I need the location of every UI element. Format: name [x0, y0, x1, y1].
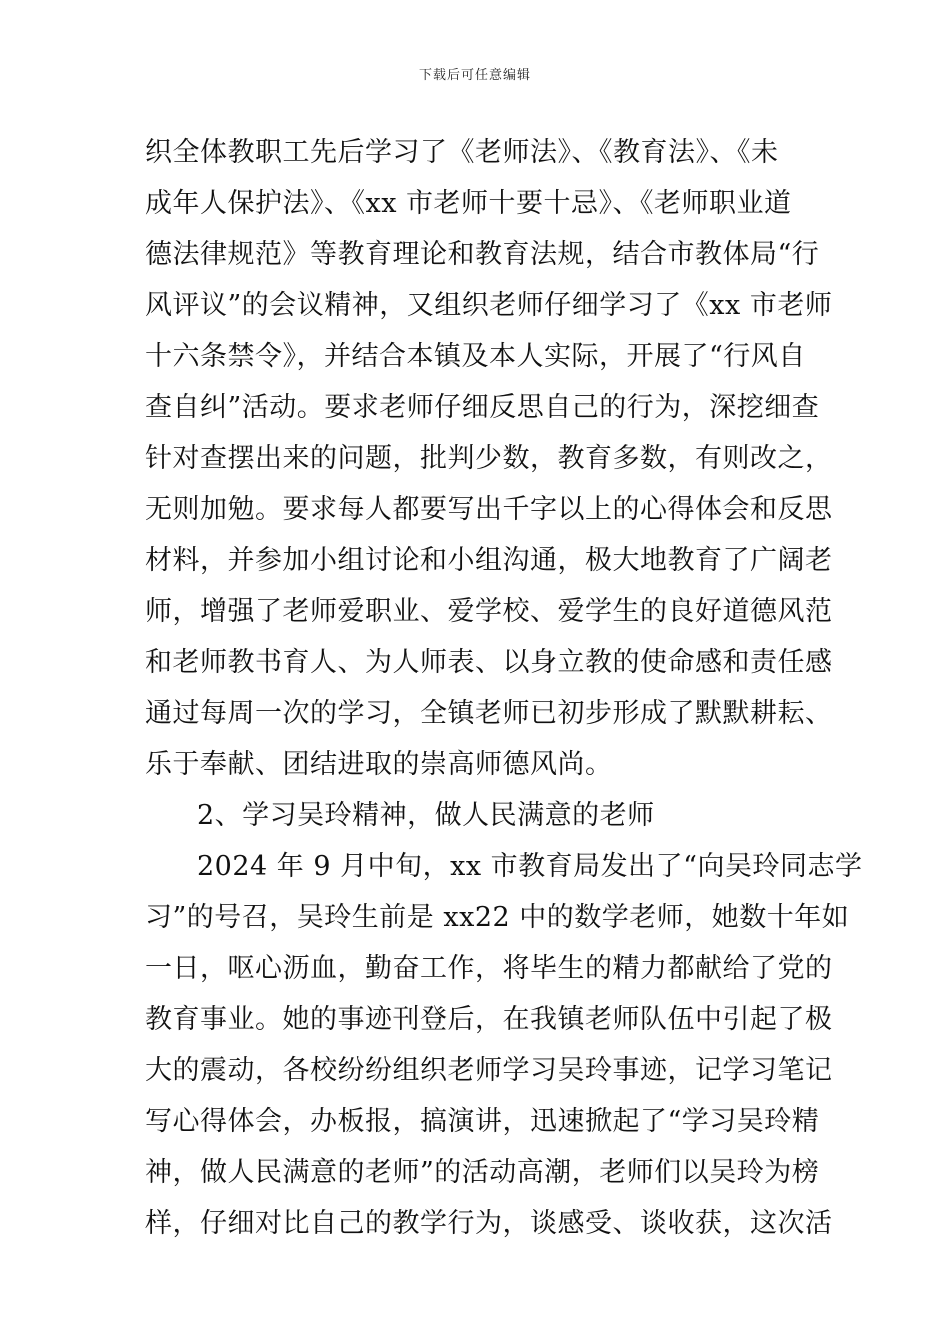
body-line: 习”的号召，吴玲生前是 xx22 中的数学老师，她数十年如 [145, 902, 850, 933]
body-line: 写心得体会，办板报，搞演讲，迅速掀起了“学习吴玲精 [145, 1106, 820, 1137]
body-line: 乐于奉献、团结进取的崇高师德风尚。 [145, 749, 613, 780]
body-line: 针对查摆出来的问题，批判少数，教育多数，有则改之， [145, 443, 833, 474]
body-line: 查自纠”活动。要求老师仔细反思自己的行为，深挖细查 [145, 392, 820, 423]
body-line: 一日，呕心沥血，勤奋工作，将毕生的精力都献给了党的 [145, 953, 833, 984]
paragraph-first-line: 2024 年 9 月中旬，xx 市教育局发出了“向吴玲同志学 [197, 851, 863, 882]
document-body [145, 127, 863, 1249]
body-line: 材料，并参加小组讨论和小组沟通，极大地教育了广阔老 [145, 545, 833, 576]
section-heading: 2、学习吴玲精神，做人民满意的老师 [197, 800, 655, 831]
body-line: 成年人保护法》、《xx 市老师十要十忌》、《老师职业道 [145, 188, 792, 219]
body-line: 样，仔细对比自己的教学行为，谈感受、谈收获，这次活 [145, 1208, 833, 1239]
body-line: 无则加勉。要求每人都要写出千字以上的心得体会和反思 [145, 494, 833, 525]
body-line: 和老师教书育人、为人师表、以身立教的使命感和责任感 [145, 647, 833, 678]
body-line: 教育事业。她的事迹刊登后，在我镇老师队伍中引起了极 [145, 1004, 833, 1035]
body-line: 十六条禁令》，并结合本镇及本人实际，开展了“行风自 [145, 341, 806, 372]
body-line: 神，做人民满意的老师”的活动高潮，老师们以吴玲为榜 [145, 1157, 820, 1188]
body-line: 大的震动，各校纷纷组织老师学习吴玲事迹，记学习笔记 [145, 1055, 833, 1086]
body-line: 织全体教职工先后学习了《老师法》、《教育法》、《未 [145, 137, 779, 168]
body-line: 通过每周一次的学习，全镇老师已初步形成了默默耕耘、 [145, 698, 833, 729]
body-line: 德法律规范》等教育理论和教育法规，结合市教体局“行 [145, 239, 820, 270]
page-header: 下载后可任意编辑 [418, 68, 531, 83]
body-line: 师，增强了老师爱职业、爱学校、爱学生的良好道德风范 [145, 596, 833, 627]
body-line: 风评议”的会议精神，又组织老师仔细学习了《xx 市老师 [145, 290, 833, 321]
